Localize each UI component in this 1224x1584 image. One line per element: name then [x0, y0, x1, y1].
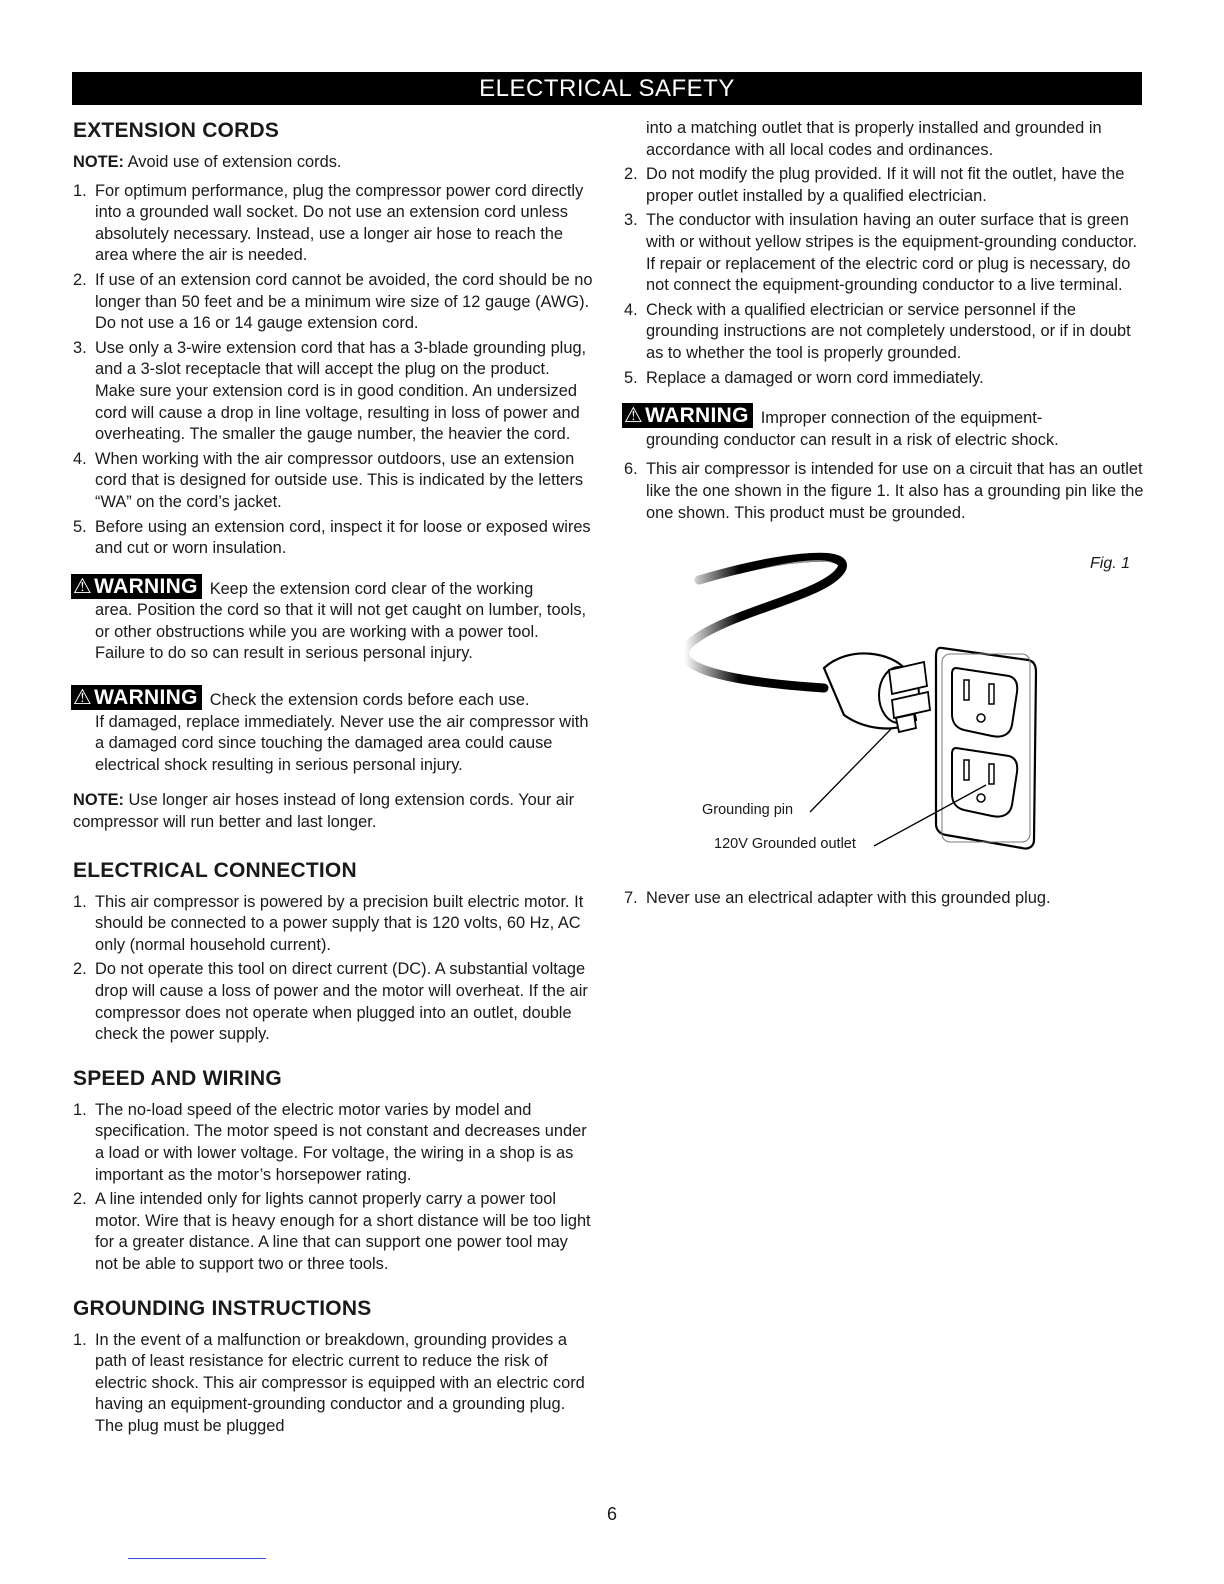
list-item: [624, 368, 1144, 390]
grounding-pin-label: Grounding pin: [702, 802, 794, 819]
list-item: [73, 892, 593, 957]
item-number: 5.: [73, 517, 87, 536]
item-number: 2.: [73, 960, 87, 979]
item-text: The no-load speed of the electric motor varies by model and specification. The motor speed is not constant and decreases under a load or with lower voltage. For voltage, the wiring in a shop is as important as the motor’s horsepower rating.: [95, 1100, 587, 1184]
list-item: [73, 181, 593, 267]
cord-shape: [684, 557, 842, 688]
list-item: [73, 1100, 593, 1186]
warning-block-cord-clear: [73, 574, 593, 665]
extension-note-2: [73, 790, 593, 833]
item-text: Check with a qualified electrician or service personnel if the grounding instructions are not completely understood, or if in doubt as to whether the tool is properly grounded.: [646, 300, 1131, 362]
warning-body-text: If damaged, replace immediately. Never use the air compressor with a damaged cord since touching the damaged area could cause electrical shock resulting in serious personal injury.: [95, 712, 589, 774]
left-column: [73, 118, 593, 1441]
warning-badge-label: WARNING: [645, 404, 749, 428]
warning-triangle-icon: ⚠: [624, 404, 644, 428]
item-number: 5.: [624, 368, 638, 387]
item-text: A line intended only for lights cannot properly carry a power tool motor. Wire that is heavy enough for a short distance will be too light for a greater distance. A line that can support one power tool may not be able to support two or three tools.: [95, 1190, 591, 1273]
warning-badge: [622, 403, 753, 428]
grounded-outlet-label: 120V Grounded outlet: [714, 836, 856, 853]
warning-lead-text: Check the extension cords before each use.: [209, 691, 530, 710]
list-item: [624, 164, 1144, 207]
figure-1: [624, 550, 1144, 880]
grounding-list-start: [73, 1330, 593, 1438]
warning-badge-label: WARNING: [94, 574, 198, 598]
list-item: [73, 449, 593, 514]
item-text: Do not operate this tool on direct current (DC). A substantial voltage drop will cause a loss of power and the motor will overheat. If the air compressor does not operate when plugged into an outlet, double check the power supply.: [95, 960, 588, 1044]
extension-list: [73, 181, 593, 560]
item-number: 2.: [73, 1190, 87, 1209]
warning-body-text: area. Position the cord so that it will not get caught on lumber, tools, or other obstructions while you are working with a power tool. Failure to do so can result in serious personal injury.: [95, 601, 587, 663]
warning-triangle-icon: ⚠: [73, 686, 93, 710]
grounding-instructions-heading: GROUNDING INSTRUCTIONS: [73, 1296, 372, 1320]
note-text: Avoid use of extension cords.: [124, 153, 342, 171]
item-text: For optimum performance, plug the compressor power cord directly into a grounded wall socket. Do not use an extension cord unless absolutely necessary. Instead, use a longer air hose to reach the area where the air is needed.: [95, 181, 584, 265]
list-item: [624, 210, 1144, 296]
warning-block-check-cords: [73, 685, 593, 776]
item-number: 6.: [624, 460, 638, 479]
warning-badge: [71, 685, 202, 710]
item-number: 1.: [73, 1100, 87, 1119]
item-number: 2.: [624, 165, 638, 184]
electrical-list: [73, 892, 593, 1046]
warning-block-grounding: [624, 403, 1144, 451]
item-text: Never use an electrical adapter with this grounded plug.: [646, 889, 1051, 908]
item-text: In the event of a malfunction or breakdown, grounding provides a path of least resistance for electric current to reduce the risk of electric shock. This air compressor is equipped with an electric cord having an equipment-grounding conductor and a grounding plug. The plug must be plugged: [95, 1330, 585, 1435]
warning-body-text: grounding conductor can result in a risk of electric shock.: [646, 430, 1059, 449]
extension-cords-heading: EXTENSION CORDS: [73, 119, 280, 142]
list-item: [73, 1189, 593, 1275]
item-text: The conductor with insulation having an outer surface that is green with or without yellow stripes is the equipment-grounding conductor. If repair or replacement of the electric cord or plug is necessary, do not connect the equipment-grounding conductor to a live terminal.: [646, 211, 1138, 295]
note-label: NOTE:: [73, 791, 124, 810]
plug-outlet-illustration: [624, 550, 1144, 880]
grounding-item1-continued: into a matching outlet that is properly installed and grounded in accordance with all local codes and ordinances.: [646, 119, 1102, 159]
item-text: This air compressor is powered by a precision built electric motor. It should be connected to a power supply that is 120 volts, 60 Hz, AC only (normal household current).: [95, 892, 584, 954]
item-number: 3.: [73, 338, 87, 357]
section-banner: ELECTRICAL SAFETY: [72, 72, 1142, 105]
item-number: 1.: [73, 892, 87, 911]
warning-badge: [71, 574, 202, 599]
outlet-shape: [936, 648, 1036, 849]
list-item: [624, 888, 1144, 910]
extension-note: [73, 152, 593, 174]
warning-lead-text: Improper connection of the equipment-: [760, 409, 1043, 428]
item-number: 2.: [73, 270, 87, 289]
warning-badge-label: WARNING: [94, 686, 198, 710]
item-text: Do not modify the plug provided. If it will not fit the outlet, have the proper outlet installed by a qualified electrician.: [646, 165, 1125, 205]
electrical-connection-heading: ELECTRICAL CONNECTION: [73, 858, 357, 882]
item-text: Before using an extension cord, inspect it for loose or exposed wires and cut or worn insulation.: [95, 517, 591, 558]
list-item: [73, 338, 593, 446]
item-number: 3.: [624, 211, 638, 230]
item-number: 1.: [73, 1330, 87, 1349]
item-number: 7.: [624, 889, 638, 908]
pin-leader-line: [810, 728, 892, 812]
list-item: [73, 517, 593, 560]
item-number: 4.: [624, 300, 638, 319]
item-text: This air compressor is intended for use on a circuit that has an outlet like the one shown in the figure 1. It also has a grounding pin like the one shown. This product must be grounded.: [646, 460, 1144, 522]
grounding-list-7: [624, 888, 1144, 910]
page-number: 6: [606, 1504, 617, 1524]
list-item: [73, 1330, 593, 1438]
list-item: [73, 270, 593, 335]
warning-lead-text: Keep the extension cord clear of the working: [209, 579, 534, 598]
grounding-list: [624, 164, 1144, 389]
speed-list: [73, 1100, 593, 1276]
list-item: [73, 959, 593, 1045]
note-label: NOTE:: [73, 153, 124, 171]
figure-title: Fig. 1: [1089, 555, 1130, 573]
item-text: If use of an extension cord cannot be avoided, the cord should be no longer than 50 feet and be a minimum wire size of 12 gauge (AWG). Do not use a 16 or 14 gauge extension cord.: [95, 270, 593, 333]
footer-rule: [128, 1558, 266, 1559]
list-item: [624, 459, 1144, 524]
plug-shape: [824, 654, 930, 733]
note-text: Use longer air hoses instead of long extension cords. Your air compressor will run better and last longer.: [73, 791, 575, 832]
item-number: 4.: [73, 449, 87, 468]
list-item: [624, 300, 1144, 365]
item-number: 1.: [73, 181, 87, 200]
warning-triangle-icon: ⚠: [73, 574, 93, 598]
grounding-list-6: [624, 459, 1144, 524]
right-column: [624, 118, 1144, 913]
item-text: Replace a damaged or worn cord immediately.: [646, 368, 984, 387]
item-text: When working with the air compressor outdoors, use an extension cord that is designed for outside use. This is indicated by the letters “WA” on the cord’s jacket.: [95, 449, 584, 511]
item-text: Use only a 3-wire extension cord that has a 3-blade grounding plug, and a 3-slot receptacle that will accept the plug on the product. Make sure your extension cord is in good condition. An undersized cord will cause a drop in line voltage, resulting in loss of power and overheating. The smaller the gauge number, the heavier the cord.: [95, 338, 587, 444]
speed-wiring-heading: SPEED AND WIRING: [73, 1066, 282, 1090]
